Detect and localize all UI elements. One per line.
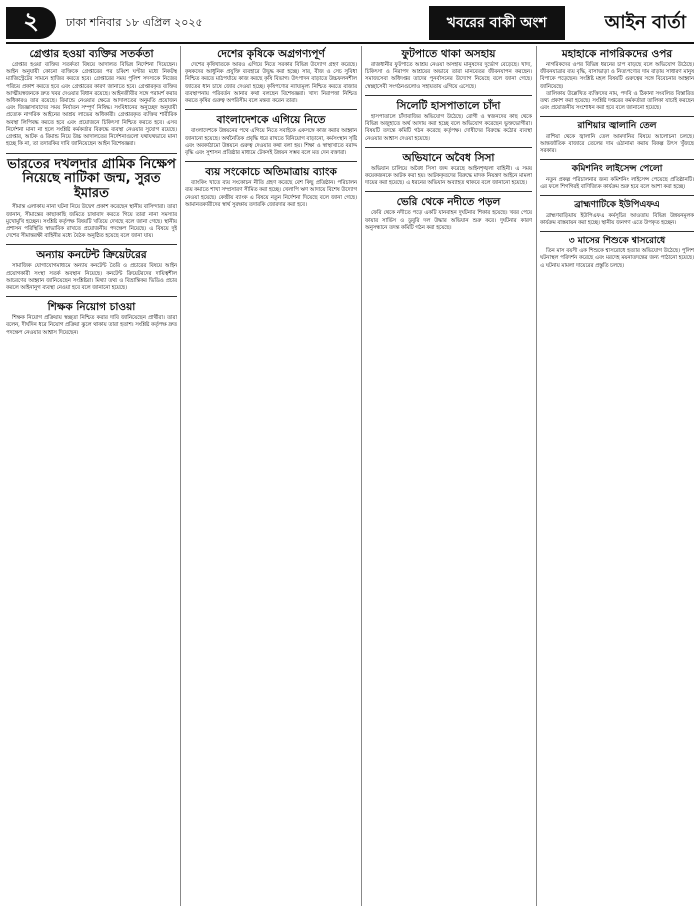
article-headline: রাশিয়ার জ্বালানি তেল bbox=[577, 121, 657, 132]
article bbox=[365, 48, 532, 91]
article-body: ব্যাংকিং খাতে ব্যয় সংকোচন নীতি গ্রহণ করেছে বেশ কিছু প্রতিষ্ঠান। পরিচালন ব্যয় কমাতে শাখা সম্প্রসারণ সীমিত করা হচ্ছে। খেলাপি ঋণ আদায়ে বিশেষ উদ্যোগ নেওয়া হয়েছে। কেন্দ্রীয় ব্যাংক এ বিষয়ে নতুন নির্দেশনা দিয়েছে বলে জানা গেছে। আমানতকারীদের স্বার্থ সুরক্ষায় তদারকি জোরদার করা হবে। bbox=[185, 180, 357, 208]
article bbox=[540, 48, 694, 112]
article-headline: ভারতের দখলদার গ্রামিক নিক্ষেপ নিয়েছে নাটিকা জন্ম, সুরত ইমারত bbox=[7, 156, 176, 202]
article-body: দেশের কৃষিখাতকে আরও এগিয়ে নিতে সরকার বিভিন্ন উদ্যোগ গ্রহণ করেছে। কৃষকদের আধুনিক প্রযুক্তি ব্যবহারে উদ্বুদ্ধ করা হচ্ছে। সার, বীজ ও সেচ সুবিধা নিশ্চিত করতে মাঠপর্যায়ে কাজ করছে কৃষি বিভাগ। উৎপাদন বাড়াতে উচ্চফলনশীল জাতের ধান চাষে জোর দেওয়া হচ্ছে। কৃষিপণ্যের ন্যায্যমূল্য নিশ্চিত করতে বাজার ব্যবস্থাপনায় পরিবর্তন আনার কথা বলছেন বিশেষজ্ঞরা। খাদ্য নিরাপত্তা নিশ্চিত করতে কৃষির গুরুত্ব অপরিসীম বলে মন্তব্য করেন তারা। bbox=[185, 62, 357, 105]
article bbox=[365, 147, 532, 188]
column-3 bbox=[365, 46, 532, 906]
article-headline: ফুটপাতে থাকা অসহায় bbox=[401, 48, 496, 60]
section-right-title: আইন বার্তা bbox=[604, 11, 686, 33]
article-body: ব্রাহ্মণবাড়িয়ায় ইউপিএফএ কর্মসূচির আওতায় বিভিন্ন উন্নয়নমূলক কার্যক্রম বাস্তবায়ন করা হচ্ছে। স্থানীয় জনগণ এতে উপকৃত হচ্ছেন। bbox=[540, 212, 694, 226]
article bbox=[540, 159, 694, 191]
section-name: খবরের বাকী অংশ bbox=[429, 6, 565, 40]
article-headline: বাংলাদেশকে এগিয়ে নিতে bbox=[216, 114, 326, 127]
article-body: বাংলাদেশকে উন্নয়নের পথে এগিয়ে নিতে সবাইকে একসঙ্গে কাজ করার আহ্বান জানানো হয়েছে। অর্থনৈতিক প্রবৃদ্ধি ধরে রাখতে বিনিয়োগ বাড়ানো, কর্মসংস্থান সৃষ্টি এবং অবকাঠামো উন্নয়নে গুরুত্ব দেওয়ার কথা বলা হয়। শিক্ষা ও স্বাস্থ্যখাতে বরাদ্দ বৃদ্ধি এবং সুশাসন প্রতিষ্ঠার মাধ্যমে টেকসই উন্নয়ন সম্ভব বলে মত দেন বক্তারা। bbox=[185, 128, 357, 156]
article-headline: অভিযানে অবৈধ সিসা bbox=[402, 151, 495, 164]
article bbox=[540, 195, 694, 227]
header-rule bbox=[6, 42, 694, 44]
article-headline: ৩ মাসের শিশুকে শ্বাসরোধে bbox=[568, 235, 666, 246]
article-headline: ব্রাহ্মণাটিকে ইউপিএফএ bbox=[574, 200, 660, 211]
article-body: সীমান্ত এলাকায় নানা ঘটনা নিয়ে উদ্বেগ প্রকাশ করেছেন স্থানীয় বাসিন্দারা। তারা জানান, সীমান্তের কাছাকাছি জমিতে চাষাবাদ করতে গিয়ে তারা নানা সমস্যার মুখোমুখি হচ্ছেন। সংশ্লিষ্ট কর্তৃপক্ষ বিষয়টি খতিয়ে দেখছে বলে জানা গেছে। স্থানীয় প্রশাসন পরিস্থিতি স্বাভাবিক রাখতে প্রয়োজনীয় পদক্ষেপ নিয়েছে। এ বিষয়ে দুই দেশের সীমান্তরক্ষী বাহিনীর মধ্যে বৈঠক অনুষ্ঠিত হয়েছে বলে জানা যায়। bbox=[6, 204, 177, 240]
article bbox=[6, 153, 177, 241]
article bbox=[365, 95, 532, 143]
column-4 bbox=[540, 46, 694, 906]
article-headline: ব্যয় সংকোচে অতিমাত্রায় ব্যাংক bbox=[205, 166, 337, 179]
article-headline: কমিশনিং লাইসেন্স পেলো bbox=[571, 164, 663, 175]
article bbox=[185, 109, 357, 157]
dateline: ঢাকা শনিবার ১৮ এপ্রিল ২০২৫ bbox=[66, 15, 203, 29]
article-headline: ভেরি থেকে নদীতে পড়ল bbox=[396, 196, 501, 209]
article-headline: অন্যায় কনটেন্ট ক্রিয়েটরের bbox=[36, 249, 147, 262]
article bbox=[185, 48, 357, 105]
article-body: রাশিয়া থেকে জ্বালানি তেল আমদানির বিষয়ে আলোচনা চলছে। আন্তর্জাতিক বাজারে তেলের দাম ওঠানামা করায় বিকল্প উৎস খুঁজছে সরকার। bbox=[540, 133, 694, 155]
column-2 bbox=[185, 46, 357, 906]
article-headline: শিক্ষক নিয়োগ চাওয়া bbox=[47, 301, 136, 314]
article-headline: গ্রেপ্তার হওয়া ব্যক্তির সতর্কতা bbox=[29, 48, 154, 60]
article-body: রাজধানীর ফুটপাতে আশ্রয় নেওয়া অসহায় মানুষদের দুর্ভোগ বেড়েছে। খাদ্য, চিকিৎসা ও নিরাপদ আশ্রয়ের অভাবে তারা মানবেতর জীবনযাপন করছেন। সমাজসেবা অধিদপ্তর তাদের পুনর্বাসনের উদ্যোগ নিয়েছে বলে জানা গেছে। স্বেচ্ছাসেবী সংগঠনগুলোও সহায়তায় এগিয়ে এসেছে। bbox=[365, 62, 532, 90]
article-body: হাসপাতালে চাঁদাবাজির অভিযোগ উঠেছে। রোগী ও স্বজনদের কাছ থেকে বিভিন্ন অজুহাতে অর্থ আদায় করা হচ্ছে বলে অভিযোগ করেছেন ভুক্তভোগীরা। বিষয়টি তদন্তে কমিটি গঠন করেছে কর্তৃপক্ষ। দোষীদের বিরুদ্ধে কঠোর ব্যবস্থা নেওয়ার আশ্বাস দেওয়া হয়েছে। bbox=[365, 113, 532, 142]
article-list: তালিকায় উল্লেখিত ব্যক্তিদের নাম, পদবি ও ঠিকানা সংবলিত বিস্তারিত তথ্য প্রকাশ করা হয়েছে। সংশ্লিষ্ট দপ্তরের কর্মকর্তারা তালিকা যাচাই করছেন এবং প্রয়োজনীয় সংশোধন করা হবে বলে জানানো হয়েছে। bbox=[540, 90, 694, 112]
article-body: ফেরি থেকে নদীতে পড়ে একটি যানবাহন দুর্ঘটনার শিকার হয়েছে। খবর পেয়ে ফায়ার সার্ভিস ও ডুবুরি দল উদ্ধার অভিযান শুরু করে। দুর্ঘটনার কারণ অনুসন্ধানে তদন্ত কমিটি গঠন করা হয়েছে। bbox=[365, 210, 532, 231]
article-body: সামাজিক যোগাযোগমাধ্যমে অন্যায় কনটেন্ট তৈরি ও প্রচারের বিষয়ে আইন প্রয়োগকারী সংস্থা সতর্ক অবস্থান নিয়েছে। কনটেন্ট ক্রিয়েটরদের দায়িত্বশীল আচরণের আহ্বান জানিয়েছেন সংশ্লিষ্টরা। মিথ্যা তথ্য ও বিভ্রান্তিকর ভিডিও প্রচার করলে আইনানুগ ব্যবস্থা নেওয়া হবে বলে জানানো হয়েছে। bbox=[6, 263, 177, 291]
article bbox=[540, 231, 694, 270]
article-headline: দেশের কৃষিকে অগ্রগণ্যপূর্ণ bbox=[217, 48, 325, 60]
article-body: তিন মাস বয়সী এক শিশুকে শ্বাসরোধে হত্যার অভিযোগ উঠেছে। পুলিশ ঘটনাস্থল পরিদর্শন করেছে এবং মরদেহ ময়নাতদন্তের জন্য পাঠানো হয়েছে। এ ঘটনায় মামলা দায়েরের প্রস্তুতি চলছে। bbox=[540, 248, 694, 269]
article-body: নাগরিকদের ওপর বিভিন্ন ধরনের চাপ বাড়ছে বলে অভিযোগ উঠেছে। জীবনযাত্রার ব্যয় বৃদ্ধি, বাসাভাড়া ও নিত্যপণ্যের দাম বাড়ায় সাধারণ মানুষ বিপাকে পড়েছেন। সংশ্লিষ্ট মহল বিষয়টি গুরুত্বের সঙ্গে বিবেচনার আহ্বান জানিয়েছে। bbox=[540, 62, 694, 90]
article-headline: মহাহাকে নাগরিকদের ওপর bbox=[561, 48, 673, 60]
article bbox=[6, 48, 177, 149]
article bbox=[6, 296, 177, 337]
article bbox=[365, 191, 532, 232]
article bbox=[540, 116, 694, 155]
article bbox=[6, 244, 177, 292]
column-divider bbox=[180, 46, 181, 906]
column-1 bbox=[6, 46, 177, 906]
article-body: অভিযান চালিয়ে অবৈধ সিসা জব্দ করেছে আইনশৃঙ্খলা বাহিনী। এ সময় কয়েকজনকে আটক করা হয়। আটককৃতদের বিরুদ্ধে মাদক নিয়ন্ত্রণ আইনে মামলা দায়ের করা হয়েছে। এ ধরনের অভিযান অব্যাহত থাকবে বলে জানানো হয়েছে। bbox=[365, 165, 532, 187]
article-body: শিক্ষক নিয়োগ প্রক্রিয়ায় স্বচ্ছতা নিশ্চিত করার দাবি জানিয়েছেন প্রার্থীরা। তারা বলেন, দীর্ঘদিন ধরে নিয়োগ প্রক্রিয়া ঝুলে থাকায় তারা হতাশ। সংশ্লিষ্ট কর্তৃপক্ষ দ্রুত পদক্ষেপ নেওয়ার আশ্বাস দিয়েছেন। bbox=[6, 315, 177, 336]
page-number: ২ bbox=[6, 7, 56, 39]
column-divider bbox=[361, 46, 362, 906]
article bbox=[185, 161, 357, 209]
page-header bbox=[6, 6, 694, 40]
article-body: নতুন প্রকল্প পরিচালনার জন্য কমিশনিং লাইসেন্স পেয়েছে প্রতিষ্ঠানটি। এর ফলে শিগগিরই বাণিজ্যিক কার্যক্রম শুরু হবে বলে আশা করা হচ্ছে। bbox=[540, 176, 694, 190]
article-headline: সিলেটি হাসপাতালে চাঁদা bbox=[396, 99, 501, 112]
article-body: গ্রেপ্তার হওয়া ব্যক্তির সতর্কতা বিষয়ে আদালত বিভিন্ন নির্দেশনা দিয়েছেন। আইন অনুযায়ী কোনো ব্যক্তিকে গ্রেপ্তারের পর চব্বিশ ঘণ্টার মধ্যে নিকটস্থ ম্যাজিস্ট্রেটের সামনে হাজির করতে হবে। গ্রেপ্তারের সময় পুলিশ সদস্যকে নিজের পরিচয় প্রকাশ করতে হবে এবং গ্রেপ্তারের কারণ জানাতে হবে। গ্রেপ্তারকৃত ব্যক্তির আত্মীয়স্বজনকে দ্রুত খবর দেওয়ার বিধান রয়েছে। আইনজীবীর সঙ্গে পরামর্শ করার অধিকারও তার রয়েছে। রিমান্ডে নেওয়ার ক্ষেত্রে আদালতের অনুমতি প্রয়োজন এবং জিজ্ঞাসাবাদের সময় নির্যাতন সম্পূর্ণ নিষিদ্ধ। সংবিধানের অনুচ্ছেদ অনুযায়ী প্রত্যেক নাগরিক আইনের আশ্রয় লাভের অধিকারী। গ্রেপ্তারকৃত ব্যক্তির শারীরিক অবস্থা লিপিবদ্ধ করতে হবে এবং প্রয়োজনে চিকিৎসা নিশ্চিত করতে হবে। এসব নির্দেশনা মানা না হলে সংশ্লিষ্ট কর্মকর্তার বিরুদ্ধে ব্যবস্থা নেওয়ার সুযোগ রয়েছে। গ্রেপ্তার, আটক ও রিমান্ড নিয়ে উচ্চ আদালতের নির্দেশনাগুলো যথাযথভাবে মানা হচ্ছে কি না, তা তদারকির দাবি জানিয়েছেন আইন বিশেষজ্ঞরা। bbox=[6, 62, 177, 148]
column-divider bbox=[536, 46, 537, 906]
